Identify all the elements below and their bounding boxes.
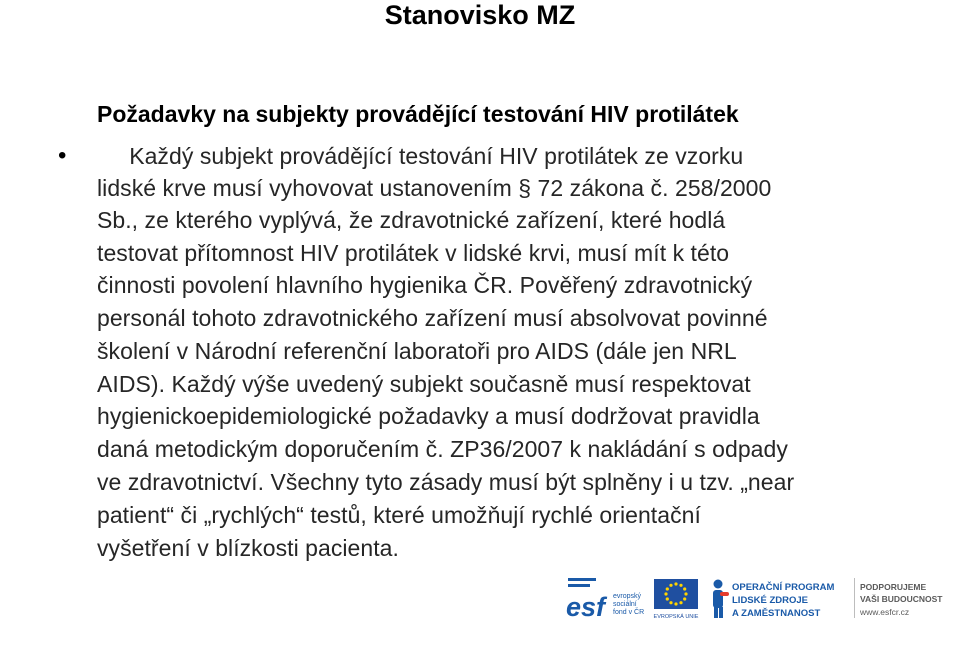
paragraph-line: školení v Národní referenční laboratoři pro AIDS (dále jen NRL xyxy=(97,338,737,364)
paragraph-line: patient“ či „rychlých“ testů, které umožňují rychlé orientační xyxy=(97,502,701,528)
esf-logo-bar-top xyxy=(568,578,596,581)
eu-star xyxy=(669,584,672,587)
support-slogan-logo xyxy=(854,576,956,622)
op-person-leg xyxy=(719,607,723,618)
esf-caption-line: sociální xyxy=(613,601,637,608)
eu-star xyxy=(666,597,669,600)
section-heading: Požadavky na subjekty provádějící testování HIV protilátek xyxy=(97,101,739,127)
op-line: OPERAČNÍ PROGRAM xyxy=(732,582,835,593)
op-lzz-logo xyxy=(708,576,844,622)
eu-star xyxy=(683,587,686,590)
op-person-head xyxy=(714,580,723,589)
funding-logos-strip xyxy=(566,576,956,622)
op-line: A ZAMĚSTNANOST xyxy=(732,608,821,619)
paragraph-line: daná metodickým doporučením č. ZP36/2007 k nakládání s odpady xyxy=(97,436,788,462)
op-person-leg xyxy=(714,607,718,618)
paragraph-line: testovat přítomnost HIV protilátek v lidské krvi, musí mít k této xyxy=(97,240,730,266)
paragraph-line: hygienickoepidemiologické požadavky a musí dodržovat pravidla xyxy=(97,403,760,429)
esf-caption-line: evropský xyxy=(613,593,642,600)
eu-flag-logo xyxy=(652,576,702,622)
op-person-arm xyxy=(720,592,729,596)
support-line: VAŠI BUDOUCNOST xyxy=(860,594,943,604)
paragraph-line: lidské krve musí vyhovovat ustanovením § 72 zákona č. 258/2000 xyxy=(97,175,772,201)
paragraph-line: činnosti povolení hlavního hygienika ČR. Pověřený zdravotnický xyxy=(97,272,753,298)
op-line: LIDSKÉ ZDROJE xyxy=(732,595,809,606)
bullet-marker: • xyxy=(58,142,67,169)
op-person-mark xyxy=(713,580,729,619)
paragraph-line: Sb., ze kterého vyplývá, že zdravotnické zařízení, které hodlá xyxy=(97,207,726,233)
esf-logo xyxy=(566,576,648,622)
esf-logo-bar-mid xyxy=(568,584,590,587)
support-line: PODPORUJEME xyxy=(860,582,927,592)
paragraph-line: vyšetření v blízkosti pacienta. xyxy=(97,535,399,561)
support-url: www.esfcr.cz xyxy=(860,607,910,617)
eu-star xyxy=(684,592,687,595)
eu-caption: EVROPSKÁ UNIE xyxy=(653,614,699,620)
esf-caption-line: fond v ČR xyxy=(613,609,645,616)
eu-star xyxy=(679,584,682,587)
eu-star xyxy=(669,601,672,604)
eu-star xyxy=(683,597,686,600)
paragraph-line: personál tohoto zdravotnického zařízení musí absolvovat povinné xyxy=(97,305,768,331)
slogan-divider xyxy=(854,578,855,618)
paragraph-line: Každý subjekt provádějící testování HIV protilátek ze vzorku xyxy=(97,143,744,169)
page-title: Stanovisko MZ xyxy=(384,0,576,30)
paragraph-line: AIDS). Každý výše uvedený subjekt současně musí respektovat xyxy=(97,371,751,397)
eu-star xyxy=(674,582,677,585)
eu-star xyxy=(674,602,677,605)
eu-star xyxy=(666,587,669,590)
paragraph-line: ve zdravotnictví. Všechny tyto zásady musí být splněny i u tzv. „near xyxy=(97,469,795,495)
eu-star xyxy=(664,592,667,595)
eu-star xyxy=(679,601,682,604)
esf-logo-mark: esf xyxy=(566,592,606,622)
